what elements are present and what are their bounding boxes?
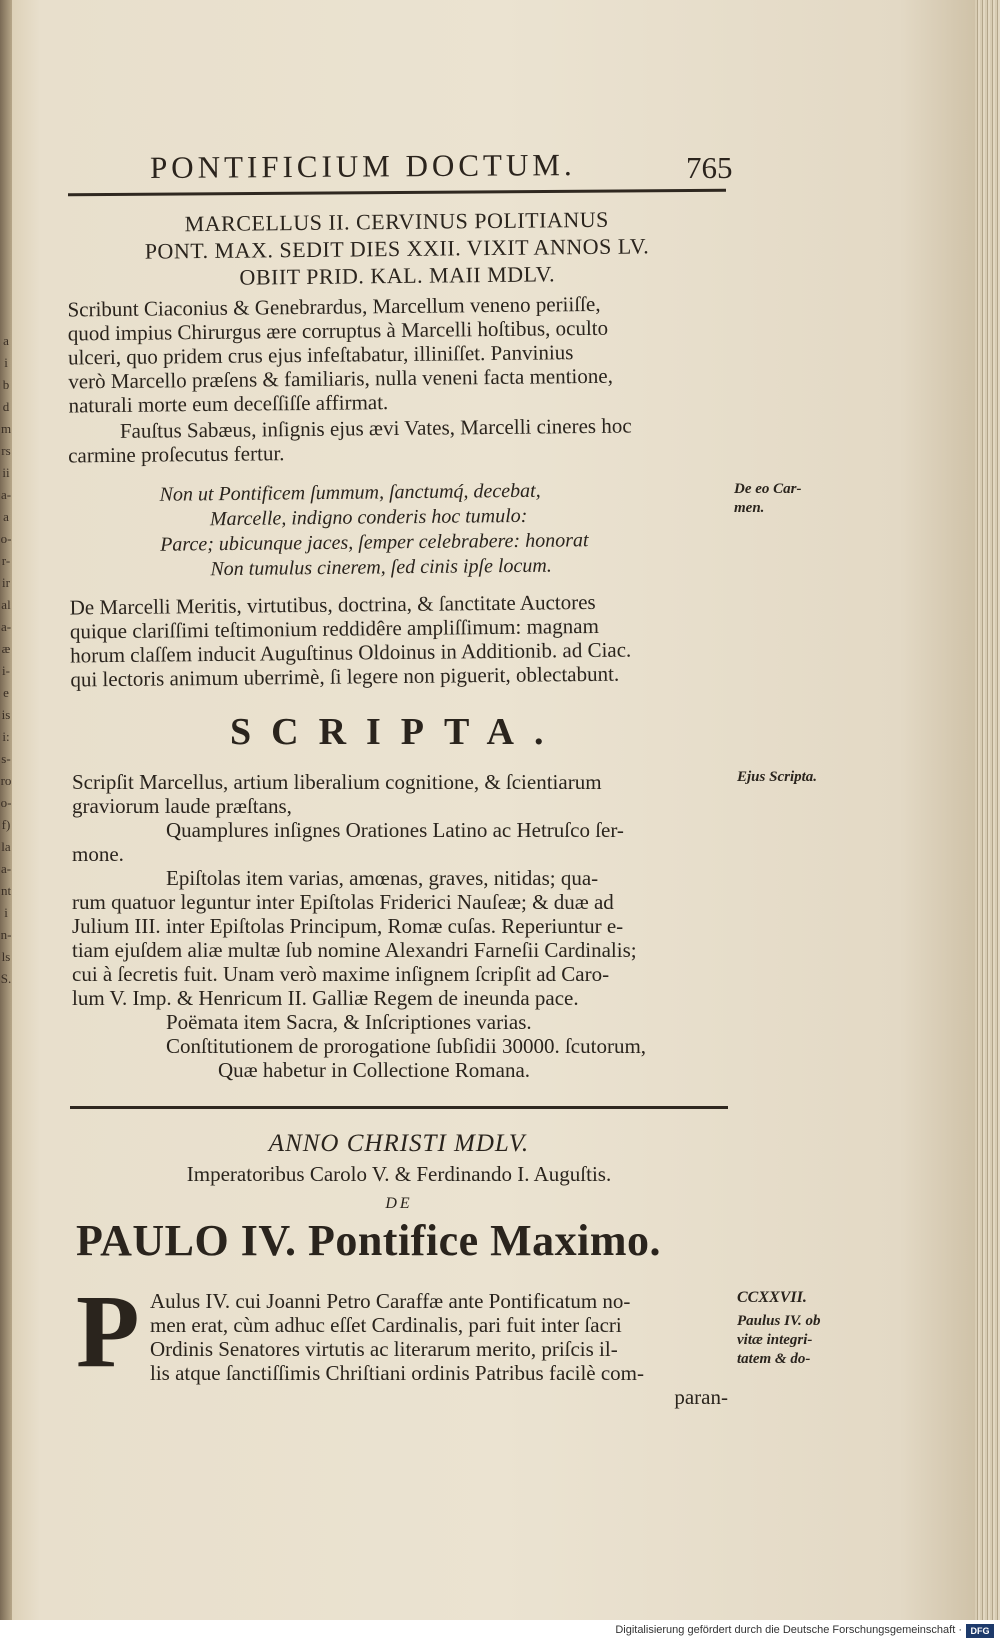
paulo-title: PAULO IV. Pontifice Maximo. bbox=[76, 1216, 662, 1265]
imperatoribus-line: Imperatoribus Carolo V. & Ferdinando I. Auguſtis. bbox=[186, 1162, 612, 1186]
marcellus-title: MARCELLUS II. CERVINUS POLITIANUS PONT. MAX. SEDIT DIES XXII. VIXIT ANNOS LV. OBIIT PRID. KAL. MAII MDLV. bbox=[144, 206, 650, 290]
page-edge-stack bbox=[975, 0, 1000, 1620]
drop-cap: P bbox=[76, 1274, 140, 1389]
dfg-logo-icon: DFG bbox=[966, 1624, 994, 1638]
page-number: 765 bbox=[686, 150, 733, 185]
anno-christi: ANNO CHRISTI MDLV. bbox=[268, 1130, 530, 1157]
margin-note-paulus: Paulus IV. ob vitæ integri- tatem & do- bbox=[737, 1313, 821, 1367]
running-title: PONTIFICIUM DOCTUM. bbox=[149, 147, 576, 185]
header-rule bbox=[68, 189, 726, 197]
facing-page-edge bbox=[0, 0, 12, 1620]
margin-number: CCXXVII. bbox=[737, 1289, 807, 1306]
footer-credit: Digitalisierung gefördert durch die Deutsche Forschungsgemeinschaft · bbox=[615, 1624, 962, 1636]
de-line: DE bbox=[385, 1195, 413, 1212]
margin-note-scripta: Ejus Scripta. bbox=[737, 769, 818, 785]
facing-page-text: a i b d m rs ii a- a o- r- ir al a- æ i- e is i: s- ro o- f) la a- nt i n- ls S. bbox=[0, 333, 12, 986]
marcellus-paragraph-1: Scribunt Ciaconius & Genebrardus, Marcellum veneno periiſſe, quod impius Chirurgus ære corruptus à Marcelli hoſtibus, oculto ulceri, quo pridem crus ejus infeſtabatur, illiniſſet. Panvinius verò Marcello præſens & familiaris, nulla veneni facta mentione, naturali morte eum deceſſiſſe affirmat. bbox=[67, 291, 614, 418]
epitaph-verse: Non ut Pontificem ſummum, ſanctumq́, decebat, Marcelle, indigno conderis hoc tumulo: Parce; ubicunque jaces, ſemper celebrabere: honorat Non tumulus cinerem, ſed cinis ipſe locum. bbox=[159, 479, 589, 581]
scripta-text: Scripſit Marcellus, artium liberalium cognitione, & ſcientiarum graviorum laude præſtans, Quamplures inſignes Orationes Latino ac Hetruſco ſer- mone. Epiſtolas item varias, amœnas, graves, nitidas; qua- rum quatuor leguntur inter Epiſtolas Friderici Nauſeæ; & duæ ad Julium III. inter Epiſtolas Principum, Romæ cuſas. Reperiuntur e- tiam ejuſdem aliæ multæ ſub nomine Alexandri Farneſii Cardinalis; cui à ſecretis fuit. Unam verò maxime inſignem ſcripſit ad Caro- lum V. Imp. & Henricum II. Galliæ Regem de ineunda pace. Poëmata item Sacra, & Inſcriptiones varias. Conſtitutionem de prorogatione ſubſidii 30000. ſcutorum, Quæ habetur in Collectione Romana. bbox=[72, 770, 647, 1082]
scripta-heading: SCRIPTA. bbox=[230, 711, 564, 753]
marcellus-paragraph-2: Fauſtus Sabæus, inſignis ejus ævi Vates, Marcelli cineres hoc carmine proſecutus fertur. bbox=[68, 413, 632, 468]
paulus-text: Aulus IV. cui Joanni Petro Caraffæ ante Pontificatum no- men erat, cùm adhuc eſſet Cardinalis, pari fuit inter ſacri Ordinis Senatores virtutis ac literarum merito, priſcis il- lis atque ſanctiſſimis Chriſtiani ordinis Patribus facilè com- paran- bbox=[150, 1289, 728, 1409]
margin-note-carmen: De eo Car- men. bbox=[734, 481, 802, 516]
marcellus-paragraph-3: De Marcelli Meritis, virtutibus, doctrina, & ſanctitate Auctores quique clariſſimi teſtimonium reddidêre ampliſſimum: magnam horum claſſem inducit Auguſtinus Oldoinus in Additionib. ad Ciac. qui lectoris animum uberrimè, ſi legere non piguerit, oblectabunt. bbox=[69, 589, 632, 692]
section-rule bbox=[70, 1106, 728, 1109]
footer-credit-bar bbox=[0, 1620, 1000, 1642]
